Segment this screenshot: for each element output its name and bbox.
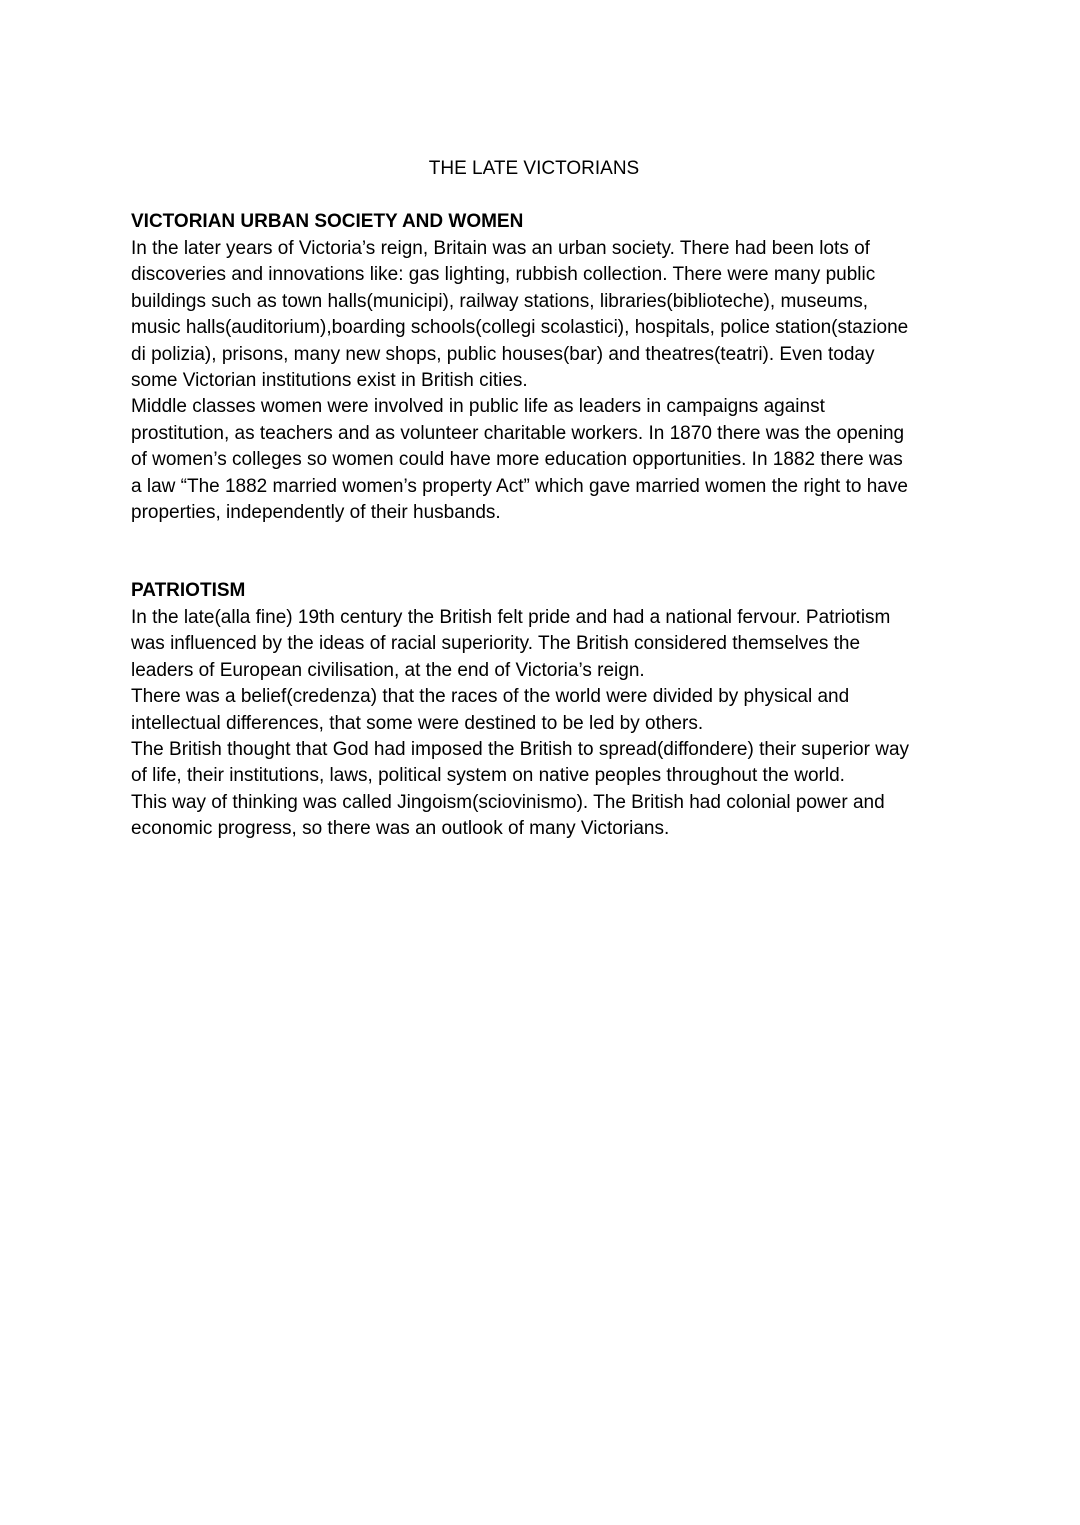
text-line: buildings such as town halls(municipi), railway stations, libraries(biblioteche), museums, [131, 290, 869, 312]
text-line: of women’s colleges so women could have more education opportunities. In 1882 there was [131, 449, 903, 471]
section-urban-society-women [131, 210, 961, 526]
paragraph [131, 236, 961, 394]
section-heading: PATRIOTISM [131, 580, 246, 601]
text-line: some Victorian institutions exist in British cities. [131, 370, 528, 392]
section-heading: VICTORIAN URBAN SOCIETY AND WOMEN [131, 211, 524, 232]
text-line: This way of thinking was called Jingoism(sciovinismo). The British had colonial power and [131, 791, 885, 813]
text-line: properties, independently of their husbands. [131, 502, 501, 524]
paragraph [131, 737, 961, 790]
text-line: The British thought that God had imposed the British to spread(diffondere) their superior way [131, 739, 910, 761]
document-title: THE LATE VICTORIANS [428, 158, 640, 179]
text-line: a law “The 1882 married women’s property Act” which gave married women the right to have [131, 475, 908, 497]
text-line: There was a belief(credenza) that the races of the world were divided by physical and [131, 686, 850, 708]
text-line: discoveries and innovations like: gas lighting, rubbish collection. There were many public [131, 264, 876, 286]
paragraph [131, 605, 961, 684]
paragraph [131, 684, 961, 737]
paragraph [131, 394, 961, 526]
text-line: intellectual differences, that some were destined to be led by others. [131, 712, 704, 734]
text-line: was influenced by the ideas of racial superiority. The British considered themselves the [131, 633, 861, 655]
text-line: Middle classes women were involved in public life as leaders in campaigns against [131, 396, 825, 418]
paragraph [131, 790, 961, 843]
text-line: In the late(alla fine) 19th century the British felt pride and had a national fervour. Patriotism [131, 607, 891, 628]
text-line: In the later years of Victoria’s reign, Britain was an urban society. There had been lots of [131, 238, 870, 259]
text-line: leaders of European civilisation, at the end of Victoria’s reign. [131, 659, 645, 681]
text-line: music halls(auditorium),boarding schools(collegi scolastici), hospitals, police station(stazione [131, 317, 909, 339]
text-line: prostitution, as teachers and as volunteer charitable workers. In 1870 there was the opening [131, 422, 905, 444]
text-line: di polizia), prisons, many new shops, public houses(bar) and theatres(teatri). Even today [131, 343, 875, 365]
section-patriotism [131, 579, 961, 843]
text-line: of life, their institutions, laws, political system on native peoples throughout the world. [131, 765, 845, 787]
text-line: economic progress, so there was an outlook of many Victorians. [131, 818, 670, 840]
